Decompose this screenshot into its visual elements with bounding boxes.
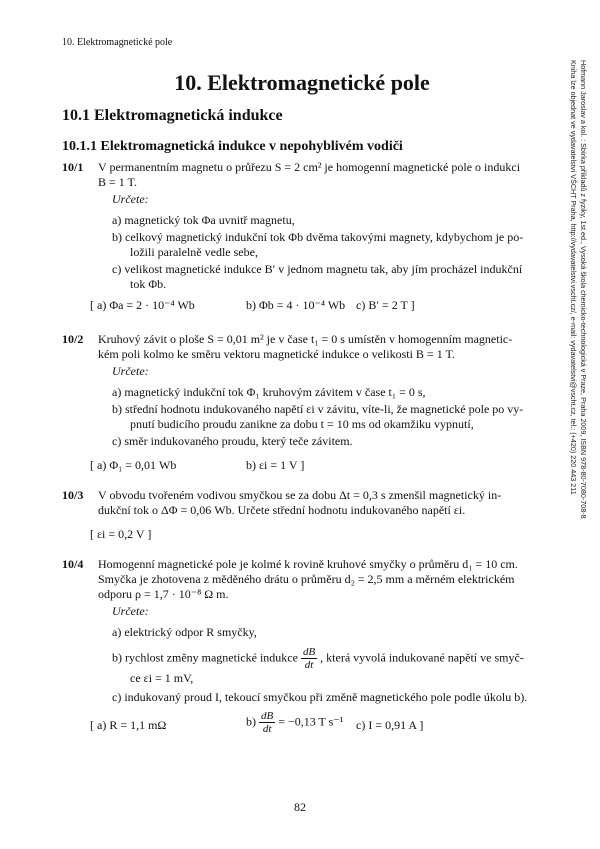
answer-10-1-b: b) Φb = 4 · 10⁻⁴ Wb [246,298,346,312]
page-number: 82 [294,800,306,814]
text-line: Smyčka je zhotovena z měděného drátu o průměru d₂ = 2,5 mm a měrném elektrickém [98,572,515,586]
problem-10-2-text [98,332,538,449]
problem-10-4 [62,557,83,572]
problem-10-1-text [98,160,538,292]
fraction-numerator: dB [302,646,316,658]
answer-10-1-a: [ a) Φa = 2 · 10⁻⁴ Wb [90,298,195,312]
task-c: c) směr indukovaného proudu, který teče závitem. [112,434,353,448]
problem-10-4-text [98,557,538,705]
task-a: a) magnetický indukční tok Φ₁ kruhovým závitem v čase t₁ = 0 s, [112,385,426,399]
task-b [112,646,538,671]
answer-10-3: [ εi = 0,2 V ] [90,527,152,541]
answer-10-4-c: c) I = 0,91 A ] [356,718,424,732]
side-note-line-1: Hofmann Jaroslav a kol. : Sbírka příkladů z fyziky, 1st ed., Vysoká škola chemicko-technologická v Praze, Praha 2009, ISBN 978-80-7080-708-8 [579,60,588,519]
answer-b-label: b) [246,714,256,729]
subsection-heading: 10.1.1 Elektromagnetická indukce v nepohyblivém vodiči [62,139,403,154]
fraction-denominator: dt [262,723,272,735]
problem-number: 10/3 [62,488,84,502]
text-line: odporu ρ = 1,7 · 10⁻⁸ Ω m. [98,587,229,601]
answer-10-4-b [246,710,343,735]
text-line: B = 1 T. [98,175,137,189]
urcete-label: Určete: [112,604,149,618]
urcete-label: Určete: [112,192,149,206]
problem-number: 10/4 [62,557,84,571]
derivative-fraction [301,646,317,671]
answer-10-4-a: [ a) R = 1,1 mΩ [90,718,167,732]
chapter-title: 10. Elektromagnetické pole [174,70,430,95]
problem-10-2 [62,332,83,347]
side-note [564,60,590,580]
problem-number: 10/2 [62,332,84,346]
task-a: a) elektrický odpor R smyčky, [112,625,257,639]
task-c: c) velikost magnetické indukce B′ v jednom magnetu tak, aby jím procházel indukční [112,262,523,276]
problem-10-3 [62,488,83,503]
task-b: b) celkový magnetický indukční tok Φb dvěma takovými magnety, kdybychom je po- [112,230,524,244]
running-header: 10. Elektromagnetické pole [62,37,173,48]
section-heading: 10.1 Elektromagnetická indukce [62,107,283,124]
fraction-numerator: dB [261,710,274,722]
problem-number: 10/1 [62,160,84,174]
text-line: Homogenní magnetické pole je kolmé k rovině kruhové smyčky o průměru d₁ = 10 cm. [98,557,518,571]
text-line: dukční tok o ΔΦ = 0,06 Wb. Určete střední hodnotu indukovaného napětí εi. [98,503,466,517]
task-b-text-post: , která vyvolá indukované napětí ve smyč- [320,650,524,665]
task-b-cont: ložili paralelně vedle sebe, [130,245,258,259]
task-a: a) magnetický tok Φa uvnitř magnetu, [112,213,295,227]
derivative-fraction [259,710,275,735]
answer-10-2-b: b) εi = 1 V ] [246,458,305,472]
text-line: Kruhový závit o ploše S = 0,01 m² je v čase t₁ = 0 s umístěn v homogenním magnetic- [98,332,513,346]
answer-b-value: = −0,13 T s⁻¹ [278,714,344,729]
urcete-label: Určete: [112,364,149,378]
text-line: kém poli kolmo ke směru vektoru magnetické indukce o velikosti B = 1 T. [98,347,455,361]
task-b-text: b) rychlost změny magnetické indukce [112,650,298,665]
task-b-cont: ce εi = 1 mV, [130,671,194,685]
answer-10-2-a: [ a) Φ₁ = 0,01 Wb [90,458,177,472]
text-line: V obvodu tvořeném vodivou smyčkou se za dobu Δt = 0,3 s zmenšil magnetický in- [98,488,502,502]
task-b: b) střední hodnotu indukovaného napětí εi v závitu, víte-li, že magnetické pole po vy- [112,402,524,416]
task-c-cont: tok Φb. [130,277,167,291]
side-note-line-2: Kniha lze objednat ve vydavatelství VŠCHT Praha, http://vydavatelstvi.vscht.cz/, e-mail: vydavatelstvi@vscht.cz, tel.: (+420) 220 443 211 [569,60,578,495]
fraction-denominator: dt [304,659,314,671]
text-line: V permanentním magnetu o průřezu S = 2 cm² je homogenní magnetické pole o indukci [98,160,521,174]
problem-10-3-text [98,488,538,518]
problem-10-1 [62,160,83,175]
answer-10-1-c: c) B′ = 2 T ] [356,298,415,312]
task-b-cont: pnutí budicího proudu zanikne za dobu t = 10 ms od okamžiku vypnutí, [130,417,474,431]
task-c: c) indukovaný proud I, tekoucí smyčkou při změně magnetického pole podle úkolu b). [112,690,528,704]
